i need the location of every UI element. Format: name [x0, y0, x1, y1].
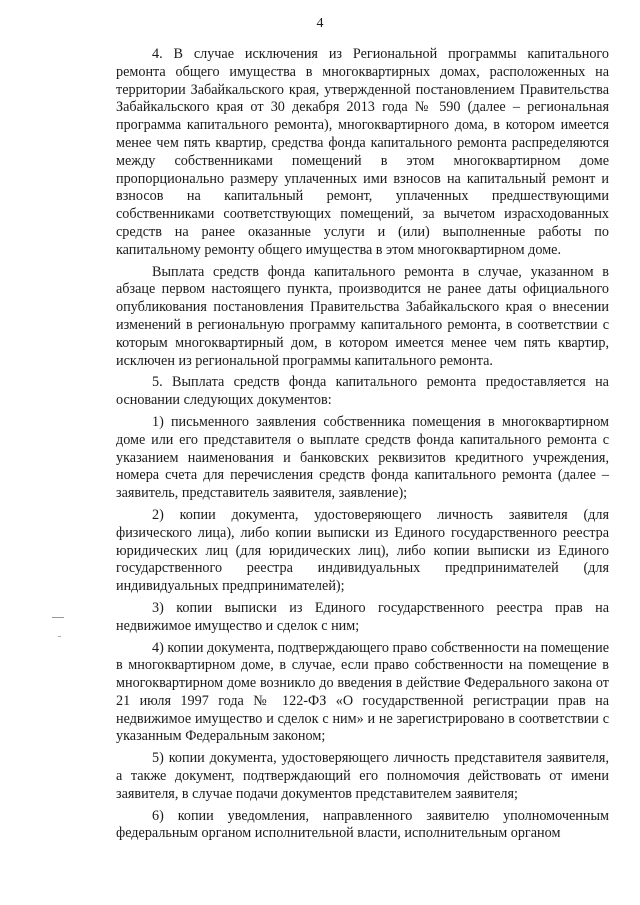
list-item-3: 3) копии выписки из Единого государственного реестра прав на недвижимое имущество и сделок с ним; — [116, 599, 609, 634]
paragraph-payment-timing: Выплата средств фонда капитального ремонта в случае, указанном в абзаце первом настоящего пункта, производится не ранее даты официального опубликования постановления Правительства Забайкальского края о внесении изменений в региональную программу капитального ремонта, в соответствии с которым многоквартирный дом, в котором имеется менее чем пять квартир, исключен из региональной программы капитального ремонта. — [116, 263, 609, 369]
list-item-5: 5) копии документа, удостоверяющего личность представителя заявителя, а также документ, подтверждающий его полномочия действовать от имени заявителя, в случае подачи документов представителем заявителя; — [116, 750, 609, 802]
margin-mark — [58, 636, 61, 637]
paragraph-item-4: 4. В случае исключения из Региональной программы капитального ремонта общего имущества в многоквартирных домах, расположенных на территории Забайкальского края, утвержденной постановлением Правительства Забайкальского края от 30 декабря 2013 года № 590 (далее – региональная программа капитального ремонта), многоквартирного дома, в котором имеется менее чем пять квартир, средства фонда капитального ремонта распределяются между собственниками помещений в этом многоквартирном доме пропорционально размеру уплаченных ими взносов на капитальный ремонт и взносов на капитальный ремонт, уплаченных предшествующими собственниками соответствующих помещений, за вычетом израсходованных средств на ранее оказанные услуги и (или) выполненные работы по капитальному ремонту общего имущества в этом многоквартирном доме. — [116, 46, 609, 258]
list-item-2: 2) копии документа, удостоверяющего личность заявителя (для физического лица), либо копии выписки из Единого государственного реестра юридических лиц (для юридических лиц), либо копии выписки из Единого государственного реестра индивидуальных предпринимателей (для индивидуальных предпринимателей); — [116, 506, 609, 595]
page-number: 4 — [316, 16, 324, 31]
margin-mark — [52, 617, 64, 618]
paragraph-item-5: 5. Выплата средств фонда капитального ремонта предоставляется на основании следующих документов: — [116, 374, 609, 409]
list-item-1: 1) письменного заявления собственника помещения в многоквартирном доме или его представителя о выплате средств фонда капитального ремонта с указанием наименования и банковских реквизитов кредитного учреждения, номера счета для перечисления средств фонда капитального ремонта (далее – заявитель, представитель заявителя, заявление); — [116, 413, 609, 502]
document-body — [116, 46, 609, 847]
list-item-6: 6) копии уведомления, направленного заявителю уполномоченным федеральным органом исполнительной власти, исполнительным органом — [116, 807, 609, 842]
list-item-4: 4) копии документа, подтверждающего право собственности на помещение в многоквартирном доме, в случае, если право собственности на помещение в многоквартирном доме возникло до введения в действие Федерального закона от 21 июля 1997 года № 122-ФЗ «О государственной регистрации прав на недвижимое имущество и сделок с ним» и не зарегистрировано в соответствии с указанным Федеральным законом; — [116, 639, 609, 745]
